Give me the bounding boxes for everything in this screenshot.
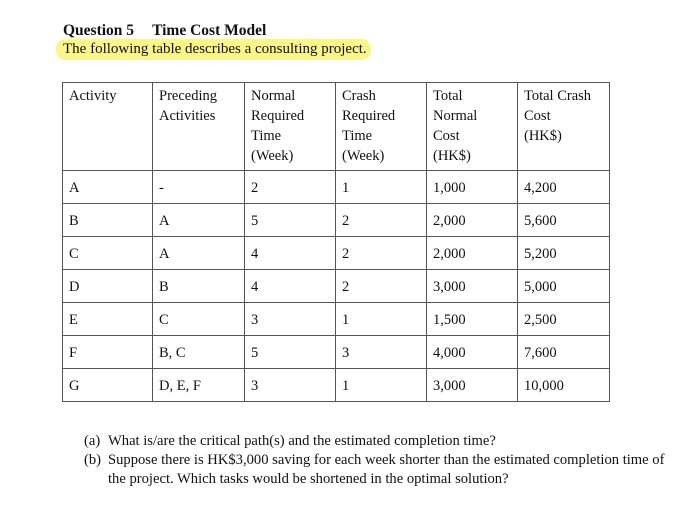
cell-crash-time: 2 [336, 237, 427, 270]
sub-question-label: (a) [84, 433, 101, 449]
cell-crash-cost: 4,200 [518, 171, 610, 204]
question-number: Question 5 [63, 22, 135, 39]
cell-crash-time: 1 [336, 369, 427, 402]
cell-normal-time: 4 [245, 237, 336, 270]
cell-crash-time: 3 [336, 336, 427, 369]
activity-table [62, 82, 610, 402]
cell-normal-cost: 2,000 [427, 237, 518, 270]
header-normal-cost: Total Normal Cost (HK$) [427, 83, 518, 171]
cell-normal-cost: 3,000 [427, 369, 518, 402]
cell-normal-cost: 1,000 [427, 171, 518, 204]
sub-question-text: Suppose there is HK$3,000 saving for each week shorter than the estimated completion time of the project. Which tasks would be shortened in the optimal solution? [108, 452, 665, 487]
table-row [63, 237, 610, 270]
cell-activity: C [63, 237, 153, 270]
header-activity: Activity [63, 83, 153, 171]
cell-activity: B [63, 204, 153, 237]
sub-question-label: (b) [84, 452, 102, 468]
header-crash-time: Crash Required Time (Week) [336, 83, 427, 171]
cell-preceding: B, C [153, 336, 245, 369]
question-heading [63, 22, 266, 40]
cell-crash-time: 1 [336, 171, 427, 204]
table-header-row [63, 83, 610, 171]
cell-crash-time: 2 [336, 204, 427, 237]
cell-normal-time: 5 [245, 336, 336, 369]
sub-question-b [84, 451, 674, 489]
cell-normal-time: 4 [245, 270, 336, 303]
sub-question-text: What is/are the critical path(s) and the estimated completion time? [108, 433, 496, 449]
cell-normal-cost: 2,000 [427, 204, 518, 237]
cell-crash-cost: 10,000 [518, 369, 610, 402]
cell-preceding: A [153, 204, 245, 237]
table-row [63, 204, 610, 237]
cell-preceding: A [153, 237, 245, 270]
table-row [63, 270, 610, 303]
cell-preceding: B [153, 270, 245, 303]
cell-activity: D [63, 270, 153, 303]
cell-preceding: D, E, F [153, 369, 245, 402]
cell-crash-cost: 5,000 [518, 270, 610, 303]
cell-normal-cost: 4,000 [427, 336, 518, 369]
table-row [63, 336, 610, 369]
table-row [63, 369, 610, 402]
intro-text [56, 41, 371, 58]
cell-normal-time: 2 [245, 171, 336, 204]
cell-normal-cost: 1,500 [427, 303, 518, 336]
cell-normal-time: 3 [245, 303, 336, 336]
cell-crash-cost: 2,500 [518, 303, 610, 336]
cell-crash-cost: 5,600 [518, 204, 610, 237]
sub-question-a [84, 432, 674, 451]
header-crash-cost: Total Crash Cost (HK$) [518, 83, 610, 171]
highlighted-intro: The following table describes a consulting project. [56, 39, 371, 60]
sub-questions [84, 432, 674, 489]
cell-normal-time: 5 [245, 204, 336, 237]
cell-activity: E [63, 303, 153, 336]
header-preceding-activities: Preceding Activities [153, 83, 245, 171]
table-row [63, 171, 610, 204]
cell-normal-time: 3 [245, 369, 336, 402]
cell-normal-cost: 3,000 [427, 270, 518, 303]
header-normal-time: Normal Required Time (Week) [245, 83, 336, 171]
cell-crash-time: 1 [336, 303, 427, 336]
cell-activity: A [63, 171, 153, 204]
question-title: Time Cost Model [152, 22, 267, 39]
cell-crash-cost: 7,600 [518, 336, 610, 369]
cell-activity: G [63, 369, 153, 402]
cell-crash-cost: 5,200 [518, 237, 610, 270]
cell-preceding: - [153, 171, 245, 204]
table-row [63, 303, 610, 336]
cell-crash-time: 2 [336, 270, 427, 303]
cell-preceding: C [153, 303, 245, 336]
cell-activity: F [63, 336, 153, 369]
